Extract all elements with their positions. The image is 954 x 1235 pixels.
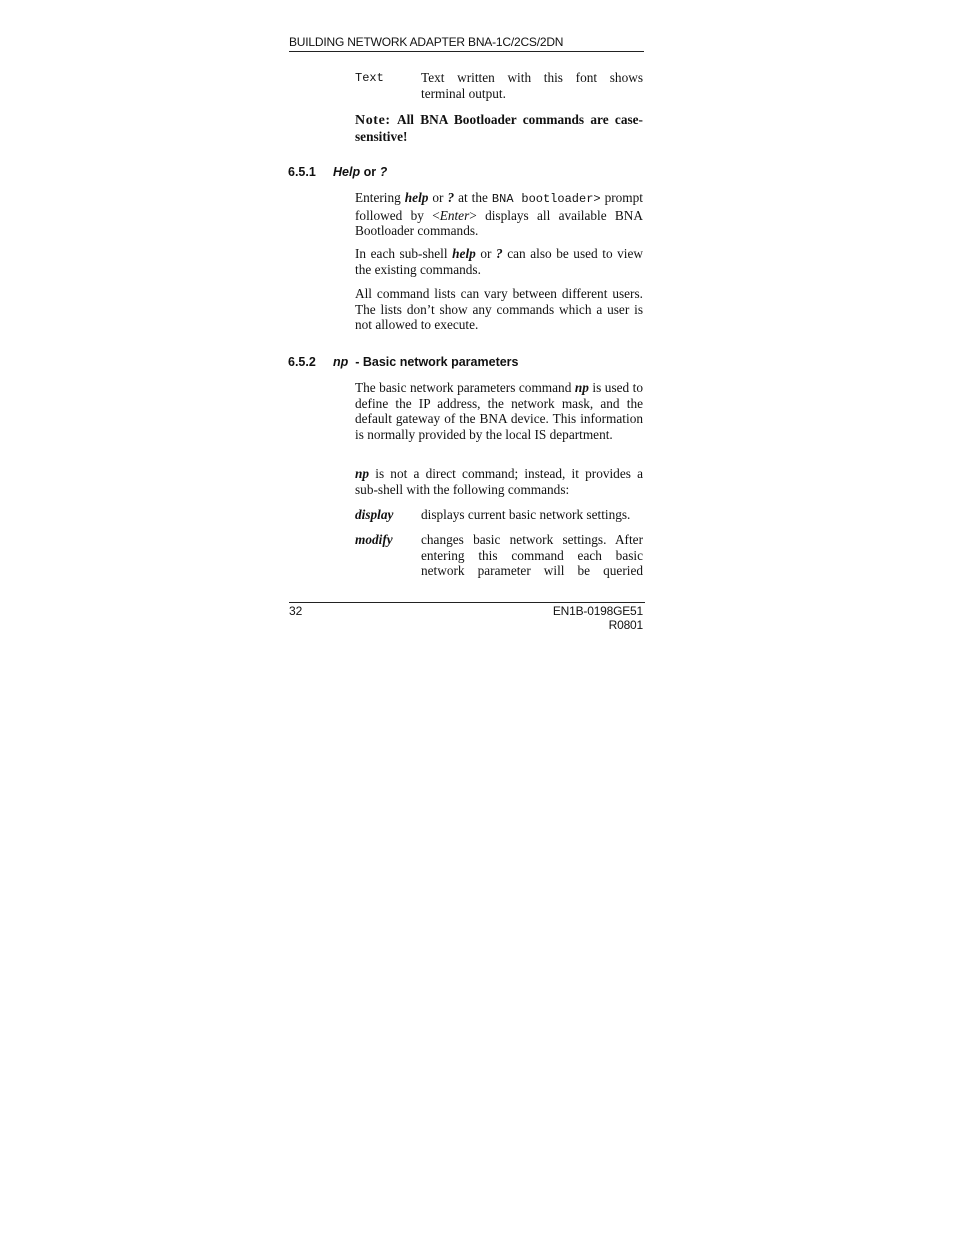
help-paragraph-3: All command lists can vary between different users. The lists don’t show any commands which a user is not allowed to execute.	[355, 286, 643, 332]
section-heading-652	[288, 355, 519, 369]
command-modify-term: modify	[355, 532, 393, 547]
command-modify-desc: changes basic network settings. After entering this command each basic network parameter will be queried	[421, 532, 643, 578]
text-span: is not a direct command; instead, it provides a sub-shell with the following commands:	[355, 466, 644, 497]
command-np: np	[355, 466, 370, 481]
text-span: is used to define the IP address, the network mask, and the default gateway of the BNA device. This information is normally provided by the local IS department.	[355, 380, 644, 442]
text-span: The basic network parameters command	[355, 380, 572, 395]
section-title-rest: - Basic network parameters	[355, 355, 519, 369]
text-span: prompt followed by <	[355, 190, 643, 223]
text-span: or	[480, 246, 492, 261]
text-span: can also be used to view the existing commands.	[355, 246, 643, 277]
convention-term: Text	[355, 71, 384, 85]
note-label: Note:	[355, 113, 391, 128]
command-help: help	[452, 246, 476, 261]
enter-key: Enter	[439, 207, 470, 223]
section-title-or: or	[363, 165, 377, 179]
running-header: BUILDING NETWORK ADAPTER BNA-1C/2CS/2DN	[289, 35, 644, 52]
section-title-cmd: Help	[333, 165, 361, 179]
command-display-term: display	[355, 507, 394, 522]
text-span: Entering	[355, 190, 401, 205]
footer-rule	[289, 602, 645, 603]
command-question: ?	[495, 246, 503, 261]
help-paragraph-2	[355, 246, 643, 277]
note-text: All BNA Bootloader commands are case-sensitive!	[355, 112, 643, 144]
help-paragraph-1	[355, 190, 643, 239]
section-number: 6.5.1	[288, 165, 316, 179]
section-heading-651	[288, 165, 387, 179]
command-help: help	[404, 190, 429, 205]
section-title-cmd: np	[333, 355, 349, 369]
text-span: at the	[458, 190, 488, 205]
page-number: 32	[289, 604, 303, 618]
text-span: or	[432, 190, 444, 205]
np-paragraph-2	[355, 466, 643, 497]
prompt-text: BNA bootloader>	[491, 192, 601, 206]
np-paragraph-1	[355, 380, 643, 442]
text-span: In each sub-shell	[355, 246, 448, 261]
note-paragraph	[355, 112, 643, 144]
text-span: > displays all available BNA Bootloader commands.	[355, 207, 643, 238]
command-question: ?	[447, 190, 455, 205]
document-code: EN1B-0198GE51 R0801	[552, 604, 643, 632]
command-np: np	[574, 380, 589, 395]
section-title-q: ?	[379, 165, 388, 179]
command-display-desc: displays current basic network settings.	[421, 507, 631, 522]
convention-definition: Text written with this font shows terminal output.	[421, 70, 643, 101]
section-number: 6.5.2	[288, 355, 316, 369]
